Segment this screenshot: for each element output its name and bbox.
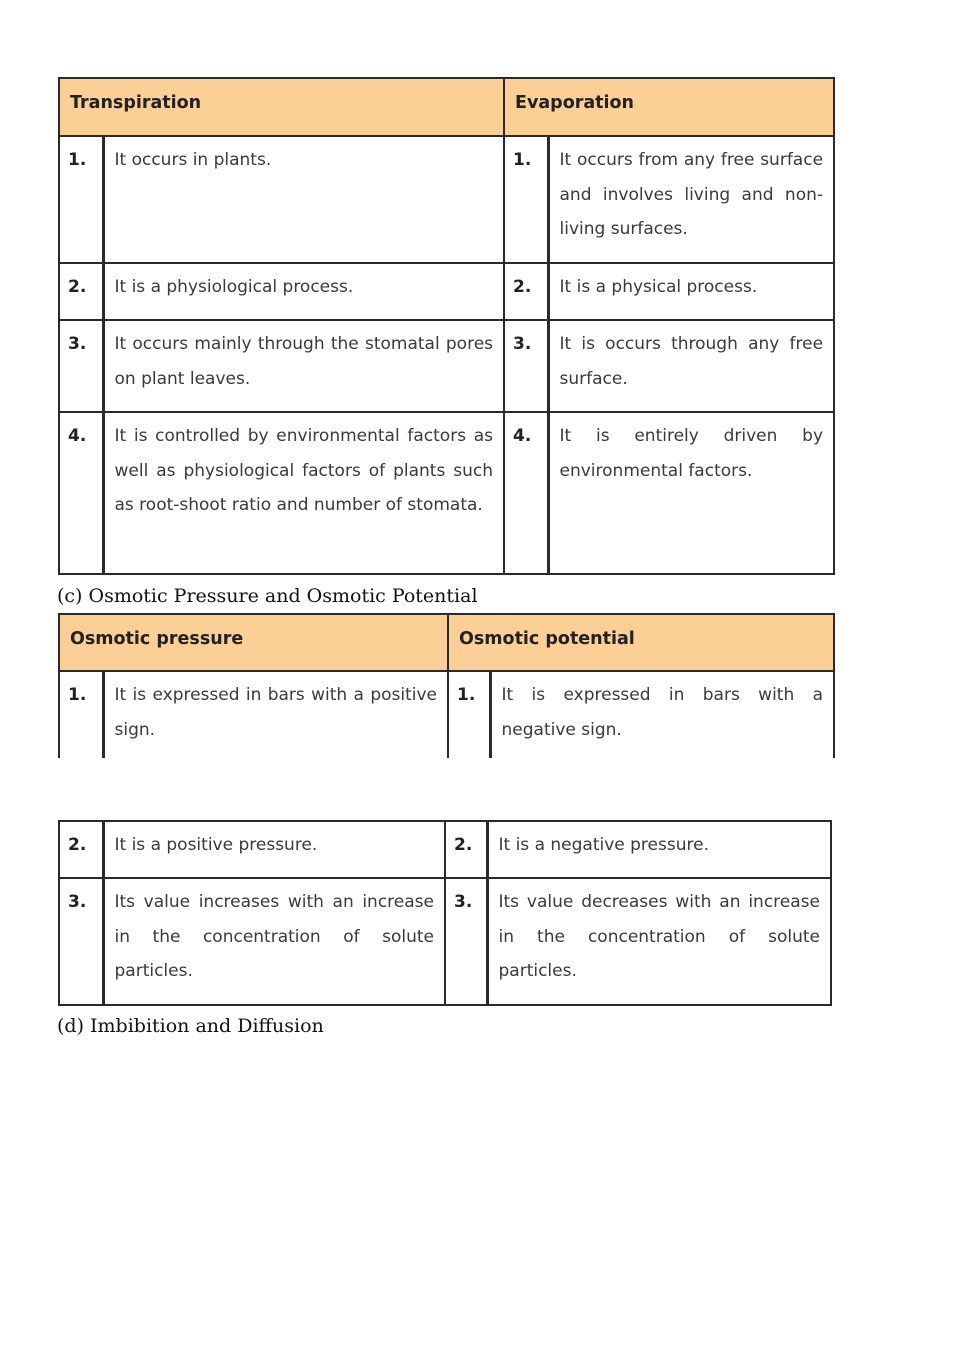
table-header-row — [59, 614, 834, 671]
transpiration-cell: It is a physiological process. — [103, 263, 504, 320]
osmotic-table-top — [58, 613, 835, 758]
row-number: 2. — [59, 263, 103, 320]
evaporation-cell: It is entirely driven by environmental factors. — [548, 412, 834, 574]
table-row — [59, 263, 834, 320]
row-number: 1. — [59, 136, 103, 263]
section-caption-d: (d) Imbibition and Diffusion — [57, 1015, 324, 1037]
header-osmotic-potential: Osmotic potential — [448, 614, 834, 671]
osmotic-pressure-cell: It is a positive pressure. — [103, 821, 445, 878]
header-evaporation: Evaporation — [504, 78, 834, 136]
table-row — [59, 671, 834, 758]
transpiration-cell: It is controlled by environmental factors as well as physiological factors of plants such as root-shoot ratio and number of stomata. — [103, 412, 504, 574]
row-number: 4. — [504, 412, 548, 574]
row-number: 3. — [504, 320, 548, 412]
header-osmotic-pressure: Osmotic pressure — [59, 614, 448, 671]
row-number: 1. — [59, 671, 103, 758]
evaporation-cell: It is a physical process. — [548, 263, 834, 320]
osmotic-pressure-cell: It is expressed in bars with a positive sign. — [103, 671, 448, 758]
evaporation-cell: It is occurs through any free surface. — [548, 320, 834, 412]
section-caption-c: (c) Osmotic Pressure and Osmotic Potential — [57, 585, 478, 607]
table-row — [59, 821, 831, 878]
row-number: 3. — [445, 878, 487, 1005]
transpiration-evaporation-table — [58, 77, 835, 575]
osmotic-pressure-cell: Its value increases with an increase in the concentration of solute particles. — [103, 878, 445, 1005]
row-number: 4. — [59, 412, 103, 574]
table-row — [59, 320, 834, 412]
transpiration-cell: It occurs in plants. — [103, 136, 504, 263]
row-number: 3. — [59, 878, 103, 1005]
osmotic-potential-cell: It is a negative pressure. — [487, 821, 831, 878]
row-number: 2. — [504, 263, 548, 320]
table-header-row — [59, 78, 834, 136]
row-number: 2. — [445, 821, 487, 878]
evaporation-cell: It occurs from any free surface and involves living and non-living surfaces. — [548, 136, 834, 263]
header-transpiration: Transpiration — [59, 78, 504, 136]
row-number: 2. — [59, 821, 103, 878]
table-row — [59, 136, 834, 263]
osmotic-potential-cell: Its value decreases with an increase in the concentration of solute particles. — [487, 878, 831, 1005]
row-number: 3. — [59, 320, 103, 412]
row-number: 1. — [448, 671, 490, 758]
table-row — [59, 878, 831, 1005]
table-row — [59, 412, 834, 574]
osmotic-table-continued — [58, 820, 832, 1006]
row-number: 1. — [504, 136, 548, 263]
osmotic-potential-cell: It is expressed in bars with a negative sign. — [490, 671, 834, 758]
transpiration-cell: It occurs mainly through the stomatal pores on plant leaves. — [103, 320, 504, 412]
